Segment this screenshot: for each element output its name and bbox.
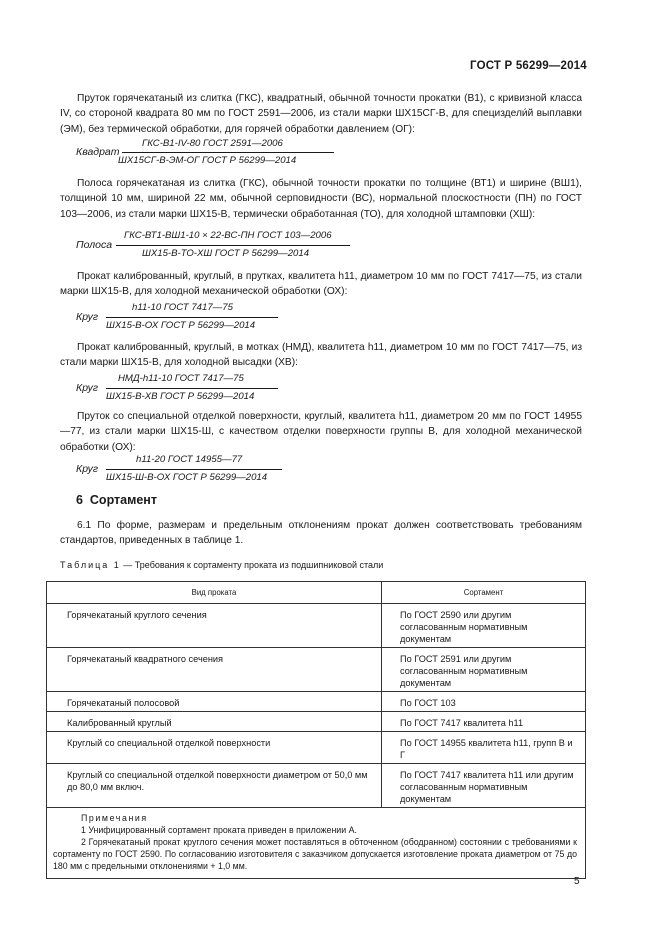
paragraph-2: Полоса горячекатаная из слитка (ГКС), обычной точности прокатки по толщине (ВТ1) и ширине (ВШ1), толщиной 10 мм, шириной 22 мм, обычной серповидности (ВС), нормальной плоскостности (ПН) по ГОСТ 103—2006, из стали марки ШХ15-В, термически обработанная (ТО), для холодной штамповки (ХШ): (60, 178, 582, 220)
fraction-bar (116, 245, 350, 246)
table-cell: Круглый со специальной отделкой поверхности диаметром от 50,0 мм до 80,0 мм включ. (47, 764, 382, 808)
designation-numerator: ГКС-В1-IV-80 ГОСТ 2591—2006 (142, 138, 283, 149)
table-notes-row (47, 808, 586, 879)
designation-lead: Круг (76, 463, 99, 475)
section-heading (76, 493, 157, 507)
designation-round-1 (76, 302, 296, 334)
designation-lead: Круг (76, 382, 99, 394)
table-cell: Круглый со специальной отделкой поверхности (47, 732, 382, 764)
table-row (47, 692, 586, 712)
note-item: 2 Горячекатаный прокат круглого сечения может поставляться в обточенном (ободранном) состоянии с требованиями к сортаменту по ГОСТ 2590. По согласованию изготовителя с заказчиком допускается изготовление проката диаметром от 75 до 180 мм с предельными отклонениями + 1,0 мм. (53, 837, 577, 871)
table-caption (60, 560, 383, 570)
fraction-bar (106, 469, 282, 470)
section-number: 6 (76, 493, 83, 507)
section-title: Сортамент (89, 493, 157, 507)
table-cell: По ГОСТ 7417 квалитета h11 или другим согласованным нормативным документам (382, 764, 586, 808)
paragraph-3: Прокат калиброванный, круглый, в прутках, квалитета h11, диаметром 10 мм по ГОСТ 7417—75, из стали марки ШХ15-В, для холодной механической обработки (ОХ): (60, 271, 582, 298)
table-cell: По ГОСТ 7417 квалитета h11 (382, 712, 586, 732)
table-header-cell: Вид проката (47, 582, 382, 604)
designation-denominator: ШХ15-В-ХВ ГОСТ Р 56299—2014 (106, 391, 255, 402)
page-number: 5 (574, 876, 580, 887)
fraction-bar (106, 317, 278, 318)
designation-denominator: ШХ15-Ш-В-ОХ ГОСТ Р 56299—2014 (106, 472, 268, 483)
designation-numerator: ГКС-ВТ1-ВШ1-10 × 22-ВС-ПН ГОСТ 103—2006 (124, 230, 332, 241)
designation-numerator: h11-20 ГОСТ 14955—77 (136, 454, 243, 465)
table-row (47, 712, 586, 732)
paragraph-4: Прокат калиброванный, круглый, в мотках (НМД), квалитета h11, диаметром 10 мм по ГОСТ 7417—75, из стали марки ШХ15-В, для холодной высадки (ХВ): (60, 342, 582, 369)
designation-lead: Квадрат (76, 146, 120, 158)
table-header-cell: Сортамент (382, 582, 586, 604)
sortament-table (46, 581, 586, 879)
table-row (47, 732, 586, 764)
table-cell: По ГОСТ 103 (382, 692, 586, 712)
notes-title: Примечания (81, 813, 148, 823)
designation-denominator: ШХ15СГ-В-ЭМ-ОГ ГОСТ Р 56299—2014 (118, 155, 297, 166)
paragraph-1: Пруток горячекатаный из слитка (ГКС), квадратный, обычной точности прокатки (В1), с кривизной класса IV, со стороной квадрата 80 мм по ГОСТ 2591—2006, из стали марки ШХ15СГ-В, для специздели́й выплавки (ЭМ), без термической обработки, для горячей обработки давлением (ОГ): (60, 93, 582, 135)
designation-numerator: НМД-h11-10 ГОСТ 7417—75 (118, 373, 244, 384)
paragraph-5: Пруток со специальной отделкой поверхности, круглый, квалитета h11, диаметром 20 мм по ГОСТ 14955—77, из стали марки ШХ15-Ш, с качеством отделки поверхности группы В, для холодной механической обработки (ОХ): (60, 411, 582, 453)
table-header-row (47, 582, 586, 604)
table-row (47, 648, 586, 692)
designation-lead: Круг (76, 311, 99, 323)
table-notes (47, 808, 586, 879)
designation-round-3 (76, 454, 306, 486)
designation-denominator: ШХ15-В-ТО-ХШ ГОСТ Р 56299—2014 (142, 248, 310, 259)
designation-round-2 (76, 373, 296, 405)
fraction-bar (106, 388, 278, 389)
fraction-bar (122, 152, 334, 153)
table-cell: По ГОСТ 2591 или другим согласованным нормативным документам (382, 648, 586, 692)
table-row (47, 604, 586, 648)
table-row (47, 764, 586, 808)
note-item: 1 Унифицированный сортамент проката приведен в приложении А. (81, 825, 357, 835)
designation-strip (76, 230, 366, 262)
designation-denominator: ШХ15-В-ОХ ГОСТ Р 56299—2014 (106, 320, 256, 331)
table-cell: Горячекатаный полосовой (47, 692, 382, 712)
table-cell: По ГОСТ 14955 квалитета h11, групп В и Г (382, 732, 586, 764)
table-cell: По ГОСТ 2590 или другим согласованным нормативным документам (382, 604, 586, 648)
table-cell: Горячекатаный квадратного сечения (47, 648, 382, 692)
table-caption-text: — Требования к сортаменту проката из подшипниковой стали (120, 560, 384, 570)
designation-lead: Полоса (76, 239, 113, 251)
designation-numerator: h11-10 ГОСТ 7417—75 (132, 302, 233, 313)
designation-square (76, 138, 336, 170)
table-cell: Горячекатаный круглого сечения (47, 604, 382, 648)
table-cell: Калиброванный круглый (47, 712, 382, 732)
document-header: ГОСТ Р 56299—2014 (470, 60, 587, 72)
table-caption-label: Таблица 1 (60, 560, 121, 570)
section-paragraph: 6.1 По форме, размерам и предельным отклонениям прокат должен соответствовать требованиям стандартов, приведенных в таблице 1. (60, 520, 582, 547)
